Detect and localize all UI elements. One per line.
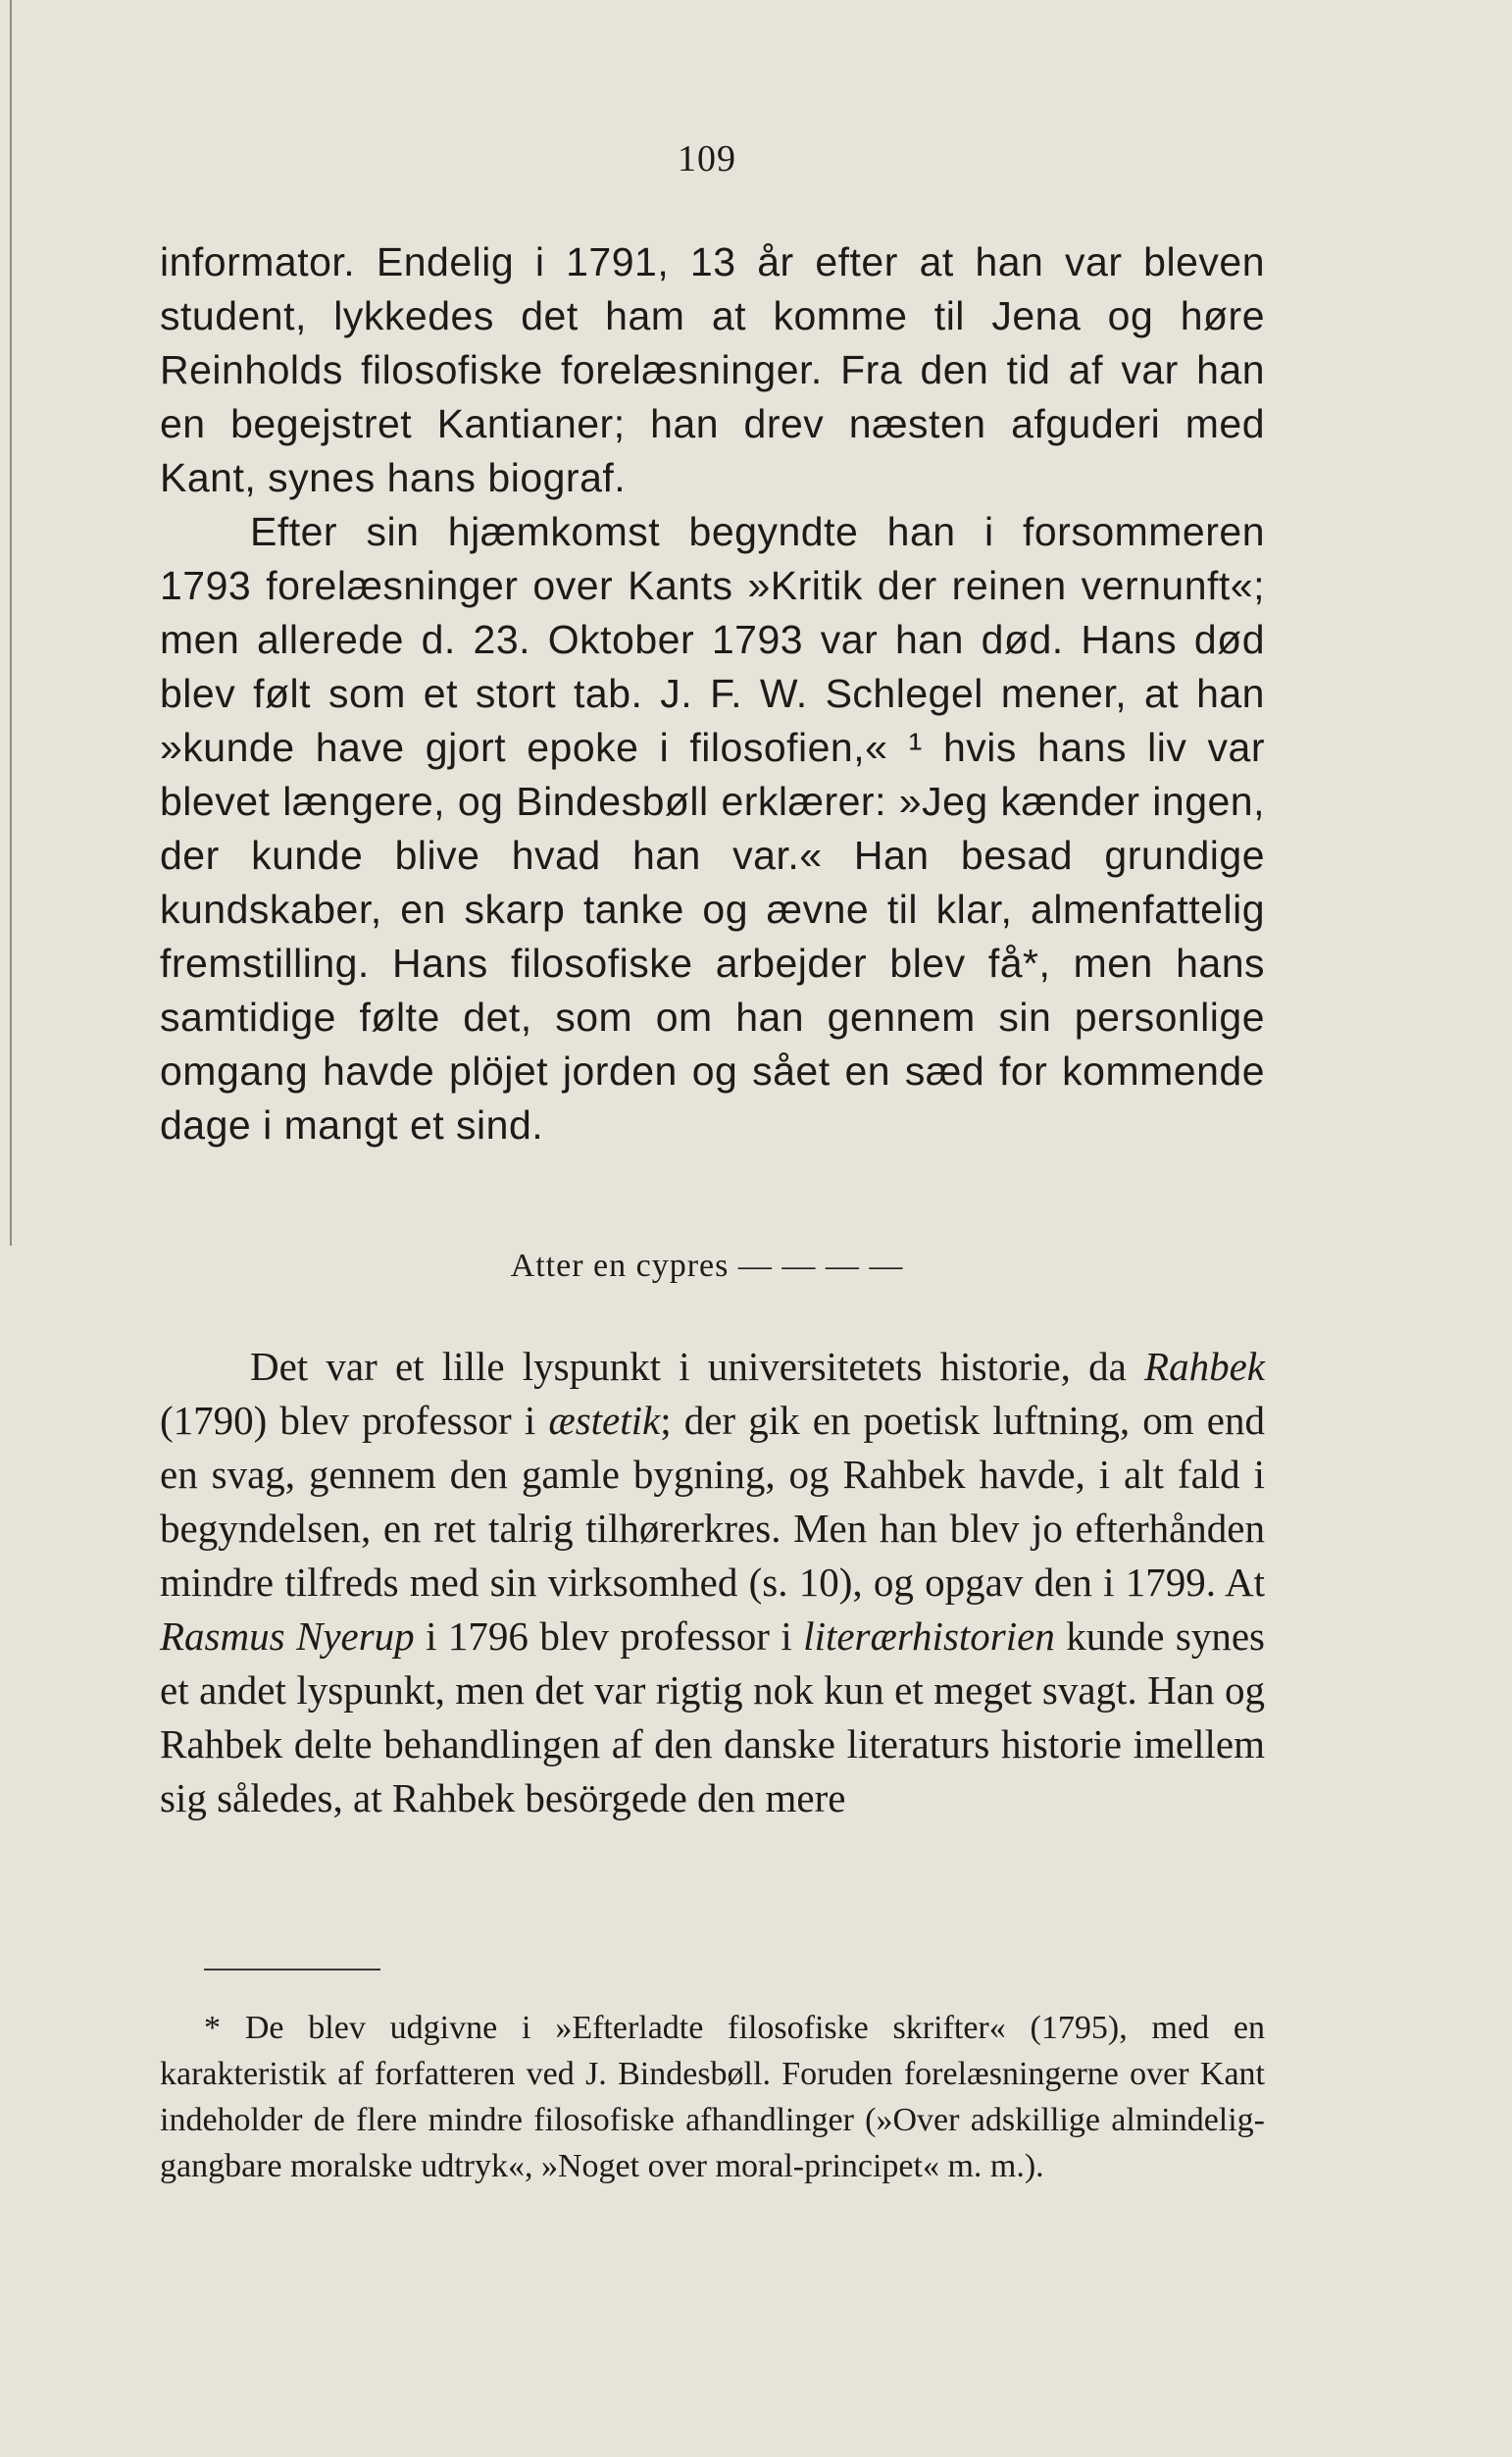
subject-aestetik: æstetik — [548, 1398, 661, 1443]
text-run: (1790) blev professor i — [160, 1398, 549, 1443]
footnote-text: * De blev udgivne i »Efterladte filosofiske skrifter« (1795), med en karakteristik af forfatteren ved J. Bindesbøll. Foruden forelæsningerne over Kant indeholder de flere mindre filosofiske afhandlinger (»Over adskillige almindelig-gangbare moralske udtryk«, »Noget over moral-principet« m. m.). — [160, 2010, 1265, 2184]
footnote — [160, 2005, 1265, 2189]
body-text-block-1 — [160, 235, 1265, 1152]
paragraph — [160, 1340, 1265, 1825]
page-edge-line — [10, 0, 12, 1246]
page-number: 109 — [678, 138, 736, 179]
text-run: ; der gik en poetisk luftning, om end en svag, gennem den gamle bygning, og Rahbek havde, i alt fald i begyndelsen, en ret talrig tilhørerkres. Men han blev jo efterhånden mindre tilfreds med sin virksomhed (s. 10), og opgav den i 1799. At — [160, 1398, 1265, 1605]
subject-literaerhistorien: literærhistorien — [803, 1613, 1055, 1659]
text-run: i 1796 blev professor i — [414, 1613, 804, 1659]
text-run: kunde synes et andet lyspunkt, men det var rigtig nok kun et meget svagt. Han og Rahbek delte behandlingen af den danske literaturs historie imellem sig således, at Rahbek besörgede den mere — [160, 1613, 1265, 1820]
paragraph: Efter sin hjæmkomst begyndte han i forsommeren 1793 forelæsninger over Kants »Kritik der reinen vernunft«; men allerede d. 23. Oktober 1793 var han død. Hans død blev følt som et stort tab. J. F. W. Schlegel mener, at han »kunde have gjort epoke i filosofien,« ¹ hvis hans liv var blevet længere, og Bindesbøll erklærer: »Jeg kænder ingen, der kunde blive hvad han var.« Han besad grundige kundskaber, en skarp tanke og ævne til klar, almenfattelig fremstilling. Hans filosofiske arbejder blev få*, men hans samtidige følte det, som om han gennem sin personlige omgang havde plöjet jorden og sået en sæd for kommende dage i mangt et sind. — [160, 509, 1265, 1148]
person-name-rahbek: Rahbek — [1144, 1344, 1265, 1389]
footnote-divider — [204, 1969, 380, 1971]
person-name-nyerup: Rasmus Nyerup — [160, 1613, 415, 1659]
text-run: Det var et lille lyspunkt i universitetets historie, da — [250, 1344, 1145, 1389]
paragraph: informator. Endelig i 1791, 13 år efter at han var bleven student, lykkedes det ham at komme til Jena og høre Reinholds filosofiske forelæsninger. Fra den tid af var han en begejstret Kantianer; han drev næsten afguderi med Kant, synes hans biograf. — [160, 239, 1265, 500]
section-title: Atter en cypres — — — — — [510, 1248, 904, 1284]
body-text-block-2 — [160, 1340, 1265, 1825]
